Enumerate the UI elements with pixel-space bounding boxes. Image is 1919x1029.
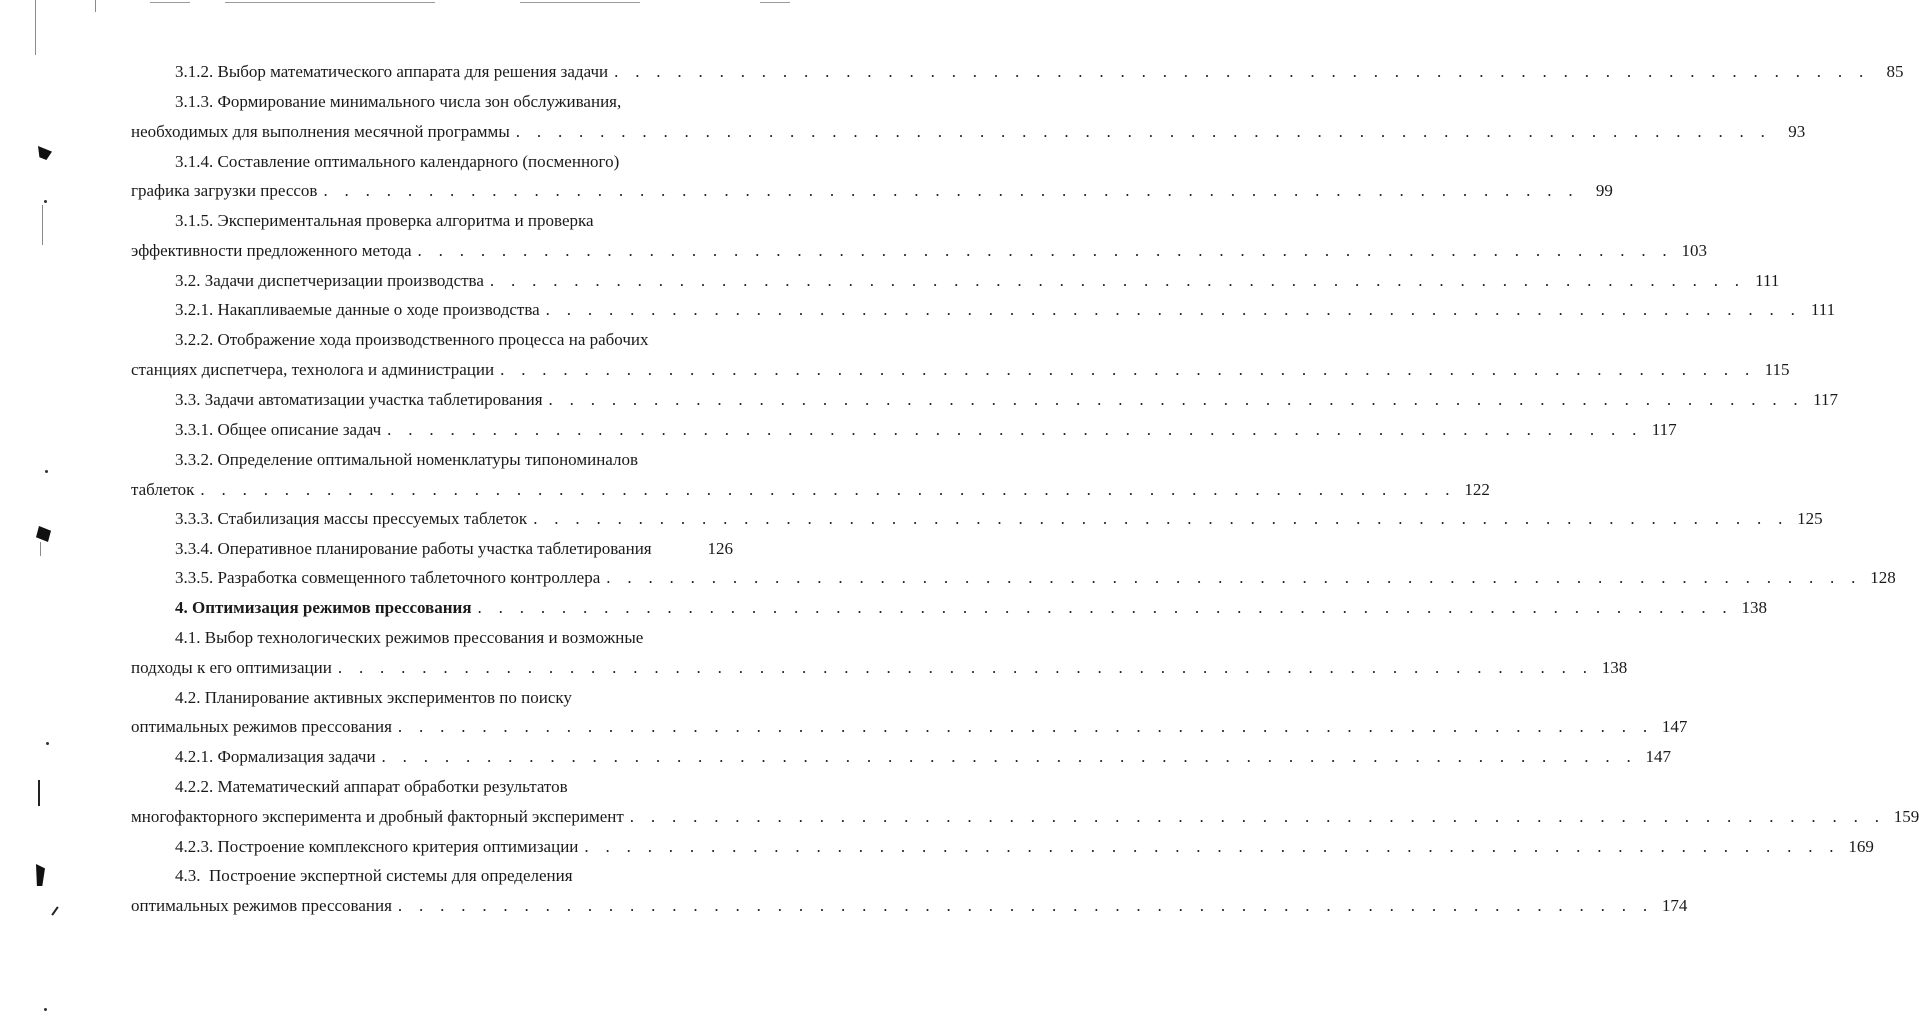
toc-entry-title: многофакторного эксперимента и дробный факторный эксперимент	[131, 807, 624, 826]
toc-entry-first-line	[175, 688, 572, 708]
toc-leader-dots: . . . . . . . . . . . . . . . . . . . . . . . . . . . . . . . . . . . . . . . . . . . . . . . . . . . . . . . . . . . .	[397, 896, 1654, 915]
scan-margin-line	[38, 780, 40, 806]
toc-leader-dots: . . . . . . . . . . . . . . . . . . . . . . . . . . . . . . . . . . . . . . . . . . . . . . . . . . . . . . . . . . . .	[584, 837, 1840, 856]
toc-entry-title: оптимальных режимов прессования	[131, 717, 392, 736]
scan-speck	[45, 470, 48, 473]
scan-margin-line	[35, 0, 36, 55]
toc-entry	[175, 568, 1896, 588]
toc-entry-title: 3.1.4. Составление оптимального календарного (посменного)	[175, 152, 620, 171]
toc-entry	[175, 837, 1874, 857]
toc-entry-title: таблеток	[131, 480, 195, 499]
toc-leader-dots: . . . . . . . . . . . . . . . . . . . . . . . . . . . . . . . . . . . . . . . . . . . . . . . . . . . . . . . . . . . .	[548, 390, 1804, 409]
toc-page-number: 169	[1848, 837, 1874, 856]
toc-leader-dots: . . . . . . . . . . . . . . . . . . . . . . . . . . . . . . . . . . . . . . . . . . . . . . . . . . . . . . . . . . . .	[200, 480, 1456, 499]
toc-entry	[175, 300, 1836, 320]
toc-entry	[131, 241, 1707, 261]
toc-entry-title: 4.2.1. Формализация задачи	[175, 747, 376, 766]
toc-page-number: 138	[1601, 658, 1628, 677]
toc-entry	[175, 390, 1838, 410]
toc-leader-dots: . . . . . . . . . . . . . . . . . . . . . . . . . . . . . . . . . . . . . . . . . . . . . . . . . . . . . . . . . . . .	[381, 747, 1637, 766]
toc-page-number: 128	[1870, 568, 1896, 587]
toc-entry-title: 3.2. Задачи диспетчеризации производства	[175, 271, 484, 290]
toc-entry-title: 3.3. Задачи автоматизации участка таблетирования	[175, 390, 543, 409]
toc-page-number: 111	[1810, 300, 1836, 319]
toc-entry-first-line	[175, 330, 649, 350]
scan-blot	[38, 146, 52, 160]
scan-margin-line	[40, 542, 41, 556]
toc-entry-title: 3.3.3. Стабилизация массы прессуемых таблеток	[175, 509, 528, 528]
toc-leader-dots: . . . . . . . . . . . . . . . . . . . . . . . . . . . . . . . . . . . . . . . . . . . . . . . . . . . . . . . . . . . .	[489, 271, 1746, 290]
toc-leader-dots: . . . . . . . . . . . . . . . . . . . . . . . . . . . . . . . . . . . . . . . . . . . . . . . . . . . . . . . . . . . .	[533, 509, 1789, 528]
toc-entry-title: подходы к его оптимизации	[131, 658, 332, 677]
toc-entry-title: оптимальных режимов прессования	[131, 896, 392, 915]
scan-margin-line	[95, 0, 96, 12]
toc-entry-title: 3.1.5. Экспериментальная проверка алгоритма и проверка	[175, 211, 594, 230]
scan-speck	[46, 742, 49, 745]
toc-page-number: 125	[1797, 509, 1823, 528]
toc-entry-title: станциях диспетчера, технолога и администрации	[131, 360, 495, 379]
toc-entry-title: 3.2.1. Накапливаемые данные о ходе производства	[175, 300, 540, 319]
toc-entry-title: 4.2.3. Построение комплексного критерия оптимизации	[175, 837, 579, 856]
toc-entry-title: 3.3.1. Общее описание задач	[175, 420, 382, 439]
toc-entry	[175, 509, 1823, 529]
scan-top-line	[150, 2, 190, 3]
toc-leader-dots: . . . . . . . . . . . . . . . . . . . . . . . . . . . . . . . . . . . . . . . . . . . . . . . . . . . . . . . . . . . .	[397, 717, 1654, 736]
toc-entry-title: 3.3.2. Определение оптимальной номенклатуры типономиналов	[175, 450, 639, 469]
toc-leader-dots: . . . . . . . . . . . . . . . . . . . . . . . . . . . . . . . . . . . . . . . . . . . . . . . . . . . . . . . . . . . .	[606, 568, 1862, 587]
toc-entry	[131, 122, 1806, 142]
scan-top-line	[760, 2, 790, 3]
toc-entry	[131, 181, 1613, 201]
toc-page-number: 122	[1464, 480, 1490, 499]
toc-entry-title: необходимых для выполнения месячной программы	[131, 122, 510, 141]
scan-blot	[36, 864, 45, 886]
toc-entry-first-line	[175, 450, 638, 470]
toc-entry	[175, 271, 1780, 291]
toc-entry	[131, 480, 1490, 500]
toc-entry-title: 4.2.2. Математический аппарат обработки результатов	[175, 777, 568, 796]
toc-entry	[131, 360, 1790, 380]
toc-entry-title: 3.2.2. Отображение хода производственного процесса на рабочих	[175, 330, 649, 349]
toc-page-number: 103	[1681, 241, 1707, 260]
toc-entry	[175, 747, 1671, 767]
toc-page-number: 99	[1595, 181, 1613, 200]
toc-page-number: 93	[1788, 122, 1806, 141]
toc-page-number: 115	[1764, 360, 1790, 379]
toc-entry	[131, 658, 1628, 678]
scan-speck	[44, 200, 47, 203]
toc-entry-chapter	[175, 598, 1767, 618]
scan-top-line	[225, 2, 435, 3]
scan-blot	[36, 526, 51, 542]
toc-entry	[131, 717, 1688, 737]
toc-leader-dots: . . . . . . . . . . . . . . . . . . . . . . . . . . . . . . . . . . . . . . . . . . . . . . . . . . . . . . . . . . . .	[545, 300, 1802, 319]
toc-entry-title: 3.3.5. Разработка совмещенного таблеточного контроллера	[175, 568, 601, 587]
toc-entry	[131, 896, 1688, 916]
toc-entry-first-line	[175, 866, 573, 886]
toc-leader-dots: . . . . . . . . . . . . . . . . . . . . . . . . . . . . . . . . . . . . . . . . . . . . . . . . . . . . . . . . . . . .	[500, 360, 1756, 379]
toc-page-number: 85	[1886, 62, 1904, 81]
toc-leader-dots: . . . . . . . . . . . . . . . . . . . . . . . . . . . . . . . . . . . . . . . . . . . . . . . . . . . . . . . . . . . .	[323, 181, 1579, 200]
toc-page-number: 174	[1661, 896, 1688, 915]
toc-leader-dots: . . . . . . . . . . . . . . . . . . . . . . . . . . . . . . . . . . . . . . . . . . . . . . . . . . . . . . . . . . . .	[629, 807, 1886, 826]
toc-entry	[175, 62, 1904, 82]
toc-entry-title: 3.1.3. Формирование минимального числа зон обслуживания,	[175, 92, 622, 111]
toc-leader-dots: . . . . . . . . . . . . . . . . . . . . . . . . . . . . . . . . . . . . . . . . . . . . . . . . . . . . . . . . . . . .	[614, 62, 1870, 81]
scan-top-line	[520, 2, 640, 3]
toc-entry-first-line	[175, 152, 619, 172]
toc-page-number: 147	[1661, 717, 1688, 736]
toc-page-number: 159	[1893, 807, 1919, 826]
toc-page-number: 117	[1651, 420, 1677, 439]
toc-entry-title: графика загрузки прессов	[131, 181, 318, 200]
toc-entry-title: 4.2. Планирование активных экспериментов по поиску	[175, 688, 572, 707]
toc-entry-title: 3.3.4. Оперативное планирование работы участка таблетирования	[175, 539, 652, 558]
toc-entry-first-line	[175, 628, 643, 648]
toc-entry-first-line	[175, 92, 621, 112]
toc-entry-first-line	[175, 211, 594, 231]
toc-page-number: 111	[1755, 271, 1780, 290]
scan-margin-line	[42, 205, 43, 245]
toc-entry-title: 3.1.2. Выбор математического аппарата для решения задачи	[175, 62, 609, 81]
toc-leader-dots: . . . . . . . . . . . . . . . . . . . . . . . . . . . . . . . . . . . . . . . . . . . . . . . . . . . . . . . . . . . .	[337, 658, 1594, 677]
toc-entry-title: 4.1. Выбор технологических режимов прессования и возможные	[175, 628, 644, 647]
scan-speck	[44, 1008, 47, 1011]
toc-leader-dots: . . . . . . . . . . . . . . . . . . . . . . . . . . . . . . . . . . . . . . . . . . . . . . . . . . . . . . . . . . . .	[477, 598, 1733, 617]
toc-page-number: 138	[1741, 598, 1767, 617]
toc-page-number: 147	[1645, 747, 1671, 766]
toc-leader-dots: . . . . . . . . . . . . . . . . . . . . . . . . . . . . . . . . . . . . . . . . . . . . . . . . . . . . . . . . . . . .	[387, 420, 1643, 439]
toc-entry-title: 4.3. Построение экспертной системы для определения	[175, 866, 573, 885]
toc-leader-dots: . . . . . . . . . . . . . . . . . . . . . . . . . . . . . . . . . . . . . . . . . . . . . . . . . . . . . . . . . . . .	[515, 122, 1772, 141]
toc-entry	[175, 420, 1677, 440]
toc-entry-title: эффективности предложенного метода	[131, 241, 412, 260]
toc-leader-dots: . . . . . . . . . . . . . . . . . . . . . . . . . . . . . . . . . . . . . . . . . . . . . . . . . . . . . . . . . . . .	[417, 241, 1673, 260]
toc-page-number: 126	[707, 539, 733, 558]
toc-entry	[175, 539, 733, 559]
scan-margin-line	[51, 906, 58, 915]
toc-entry-first-line	[175, 777, 568, 797]
toc-entry-title: 4. Оптимизация режимов прессования	[175, 598, 472, 617]
toc-page-number: 117	[1813, 390, 1838, 409]
toc-entry	[131, 807, 1919, 827]
